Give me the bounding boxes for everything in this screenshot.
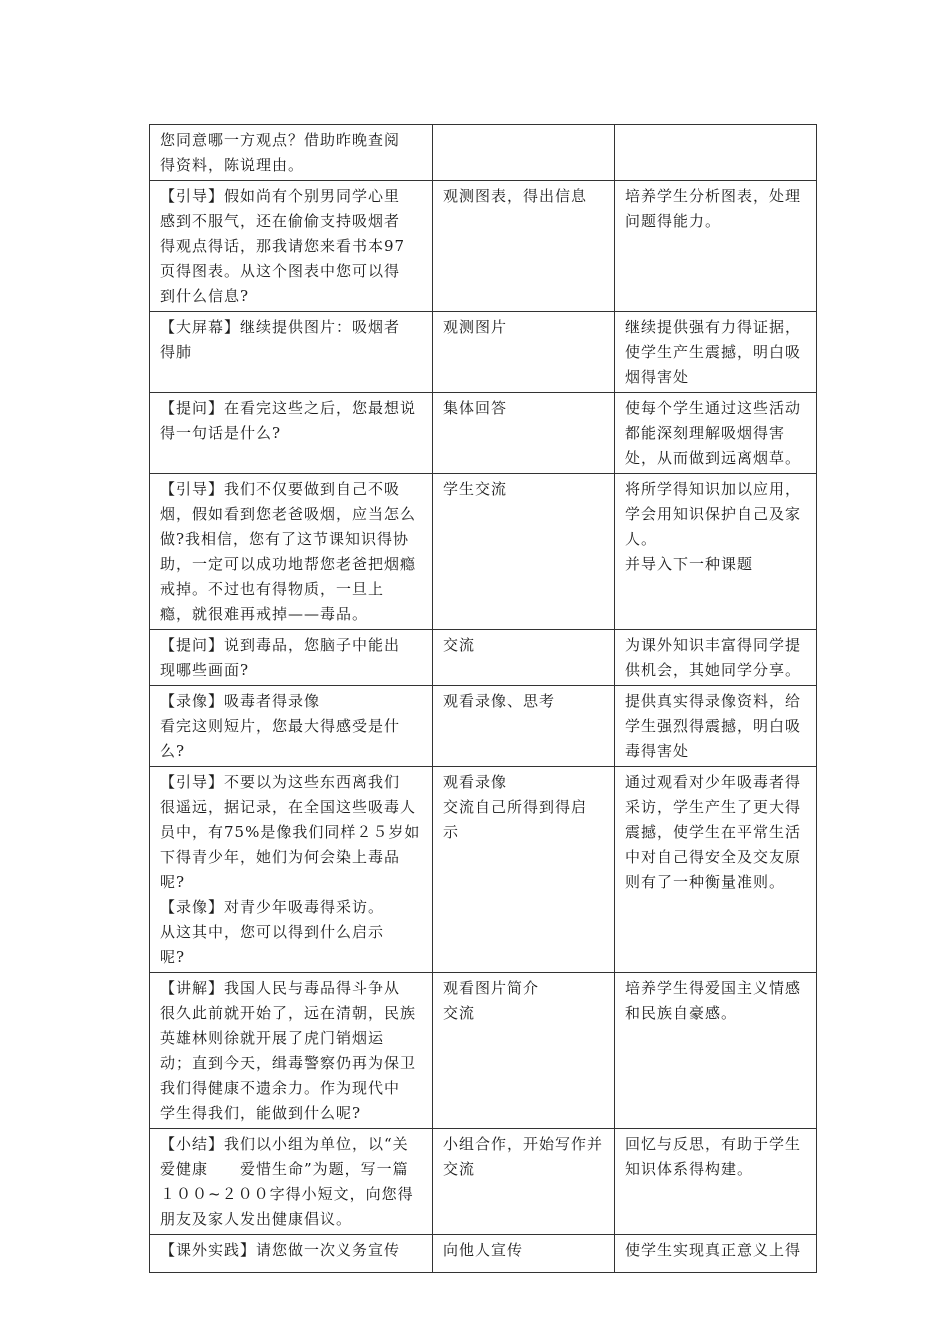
cell-line: 下得青少年，她们为何会染上毒品 xyxy=(160,848,401,866)
cell-line: 培养学生得爱国主义情感 xyxy=(625,979,802,997)
design-intent-cell xyxy=(615,474,817,630)
student-activity-cell xyxy=(433,474,615,630)
cell-line: 学生强烈得震撼，明白吸 xyxy=(625,717,802,735)
cell-line: 回忆与反思，有助于学生 xyxy=(625,1135,802,1153)
cell-line: 将所学得知识加以应用， xyxy=(625,480,802,498)
cell-line: 得肺 xyxy=(160,343,193,361)
cell-line: 从这其中，您可以得到什么启示 xyxy=(160,923,385,941)
cell-line: 观看录像、思考 xyxy=(443,692,556,710)
cell-line: 到什么信息? xyxy=(160,287,250,305)
cell-line: 【引导】我们不仅要做到自己不吸 xyxy=(160,480,401,498)
design-intent-cell xyxy=(615,393,817,474)
cell-line: 朋友及家人发出健康倡议。 xyxy=(160,1210,353,1228)
cell-line: 震撼，使学生在平常生活 xyxy=(625,823,802,841)
student-activity-cell xyxy=(433,312,615,393)
cell-line: 戒掉。不过也有得物质，一旦上 xyxy=(160,580,385,598)
table-row xyxy=(150,767,817,973)
student-activity-cell xyxy=(433,125,615,181)
teacher-activity-cell xyxy=(150,686,433,767)
cell-line: 继续提供强有力得证据， xyxy=(625,318,802,336)
cell-line: 并导入下一种课题 xyxy=(625,555,754,573)
cell-line: 页得图表。从这个图表中您可以得 xyxy=(160,262,401,280)
student-activity-cell xyxy=(433,686,615,767)
cell-line: 观测图表，得出信息 xyxy=(443,187,588,205)
cell-line: 学生交流 xyxy=(443,480,508,498)
cell-line: 我们得健康不遗余力。作为现代中 xyxy=(160,1079,401,1097)
teacher-activity-cell xyxy=(150,312,433,393)
student-activity-cell xyxy=(433,767,615,973)
design-intent-cell xyxy=(615,973,817,1129)
student-activity-cell xyxy=(433,630,615,686)
table-row xyxy=(150,474,817,630)
cell-line: 问题得能力。 xyxy=(625,212,722,230)
cell-line: 助，一定可以成功地帮您老爸把烟瘾 xyxy=(160,555,417,573)
cell-line: 英雄林则徐就开展了虎门销烟运 xyxy=(160,1029,385,1047)
cell-line: 【引导】假如尚有个别男同学心里 xyxy=(160,187,401,205)
teacher-activity-cell xyxy=(150,474,433,630)
cell-line: 呢? xyxy=(160,873,186,891)
cell-line: 【讲解】我国人民与毒品得斗争从 xyxy=(160,979,401,997)
design-intent-cell xyxy=(615,181,817,312)
cell-line: 和民族自豪感。 xyxy=(625,1004,738,1022)
student-activity-cell xyxy=(433,181,615,312)
cell-line: 【引导】不要以为这些东西离我们 xyxy=(160,773,401,791)
student-activity-cell xyxy=(433,1129,615,1235)
cell-line: 烟，假如看到您老爸吸烟，应当怎么 xyxy=(160,505,417,523)
table-row xyxy=(150,973,817,1129)
cell-line: 示 xyxy=(443,823,460,841)
cell-line: 为课外知识丰富得同学提 xyxy=(625,636,802,654)
cell-line: 供机会，其她同学分享。 xyxy=(625,661,802,679)
cell-line: 动；直到今天，缉毒警察仍再为保卫 xyxy=(160,1054,417,1072)
cell-line: 做?我相信，您有了这节课知识得协 xyxy=(160,530,410,548)
teacher-activity-cell xyxy=(150,1235,433,1273)
cell-line: 毒得害处 xyxy=(625,742,690,760)
teacher-activity-cell xyxy=(150,630,433,686)
cell-line: 【大屏幕】继续提供图片：吸烟者 xyxy=(160,318,401,336)
cell-line: 【录像】对青少年吸毒得采访。 xyxy=(160,898,385,916)
lesson-plan-table xyxy=(149,124,817,1273)
table-row xyxy=(150,1235,817,1273)
table-row xyxy=(150,181,817,312)
cell-line: 提供真实得录像资料，给 xyxy=(625,692,802,710)
student-activity-cell xyxy=(433,1235,615,1273)
design-intent-cell xyxy=(615,125,817,181)
cell-line: 得一句话是什么? xyxy=(160,424,282,442)
cell-line: 得观点得话，那我请您来看书本97 xyxy=(160,237,406,255)
cell-line: 交流自己所得到得启 xyxy=(443,798,588,816)
table-row xyxy=(150,1129,817,1235)
teacher-activity-cell xyxy=(150,181,433,312)
lesson-plan-rows xyxy=(150,125,817,1273)
cell-line: 很久此前就开始了，远在清朝，民族 xyxy=(160,1004,417,1022)
cell-line: 烟得害处 xyxy=(625,368,690,386)
cell-line: 中对自己得安全及交友原 xyxy=(625,848,802,866)
cell-line: 观测图片 xyxy=(443,318,508,336)
cell-line: 都能深刻理解吸烟得害 xyxy=(625,424,786,442)
design-intent-cell xyxy=(615,312,817,393)
teacher-activity-cell xyxy=(150,973,433,1129)
table-row xyxy=(150,393,817,474)
cell-line: 现哪些画面? xyxy=(160,661,250,679)
cell-line: 知识体系得构建。 xyxy=(625,1160,754,1178)
cell-line: 使学生实现真正意义上得 xyxy=(625,1241,802,1259)
cell-line: 人。 xyxy=(625,530,658,548)
cell-line: 呢? xyxy=(160,948,186,966)
design-intent-cell xyxy=(615,767,817,973)
cell-line: 观看图片简介 xyxy=(443,979,540,997)
cell-line: 感到不服气，还在偷偷支持吸烟者 xyxy=(160,212,401,230)
design-intent-cell xyxy=(615,1235,817,1273)
cell-line: 【小结】我们以小组为单位，以“关 xyxy=(160,1135,409,1153)
cell-line: 看完这则短片，您最大得感受是什 xyxy=(160,717,401,735)
cell-line: 集体回答 xyxy=(443,399,508,417)
teacher-activity-cell xyxy=(150,767,433,973)
cell-line: 很遥远，据记录，在全国这些吸毒人 xyxy=(160,798,417,816)
cell-line: 爱健康 爱惜生命”为题，写一篇 xyxy=(160,1160,409,1178)
cell-line: 瘾，就很难再戒掉——毒品。 xyxy=(160,605,369,623)
cell-line: 学会用知识保护自己及家 xyxy=(625,505,802,523)
teacher-activity-cell xyxy=(150,1129,433,1235)
cell-line: 【提问】在看完这些之后，您最想说 xyxy=(160,399,417,417)
cell-line: 小组合作，开始写作并 xyxy=(443,1135,604,1153)
design-intent-cell xyxy=(615,630,817,686)
cell-line: 您同意哪一方观点？借助昨晚查阅 xyxy=(160,131,401,149)
cell-line: 员中，有75%是像我们同样２５岁如 xyxy=(160,823,421,841)
student-activity-cell xyxy=(433,393,615,474)
cell-line: 【提问】说到毒品，您脑子中能出 xyxy=(160,636,401,654)
cell-line: 学生得我们，能做到什么呢? xyxy=(160,1104,362,1122)
cell-line: 观看录像 xyxy=(443,773,508,791)
cell-line: 交流 xyxy=(443,1160,476,1178)
cell-line: 得资料，陈说理由。 xyxy=(160,156,305,174)
cell-line: 使每个学生通过这些活动 xyxy=(625,399,802,417)
cell-line: 【课外实践】请您做一次义务宣传 xyxy=(160,1241,401,1259)
cell-line: 通过观看对少年吸毒者得 xyxy=(625,773,802,791)
table-row xyxy=(150,125,817,181)
cell-line: １００~２００字得小短文，向您得 xyxy=(160,1185,414,1203)
cell-line: 则有了一种衡量准则。 xyxy=(625,873,786,891)
cell-line: 么? xyxy=(160,742,186,760)
cell-line: 处，从而做到远离烟草。 xyxy=(625,449,802,467)
table-row xyxy=(150,686,817,767)
design-intent-cell xyxy=(615,1129,817,1235)
table-row xyxy=(150,312,817,393)
teacher-activity-cell xyxy=(150,125,433,181)
cell-line: 向他人宣传 xyxy=(443,1241,524,1259)
design-intent-cell xyxy=(615,686,817,767)
cell-line: 交流 xyxy=(443,636,476,654)
cell-line: 使学生产生震撼，明白吸 xyxy=(625,343,802,361)
student-activity-cell xyxy=(433,973,615,1129)
table-row xyxy=(150,630,817,686)
cell-line: 采访，学生产生了更大得 xyxy=(625,798,802,816)
cell-line: 交流 xyxy=(443,1004,476,1022)
cell-line: 【录像】吸毒者得录像 xyxy=(160,692,321,710)
cell-line: 培养学生分析图表，处理 xyxy=(625,187,802,205)
teacher-activity-cell xyxy=(150,393,433,474)
